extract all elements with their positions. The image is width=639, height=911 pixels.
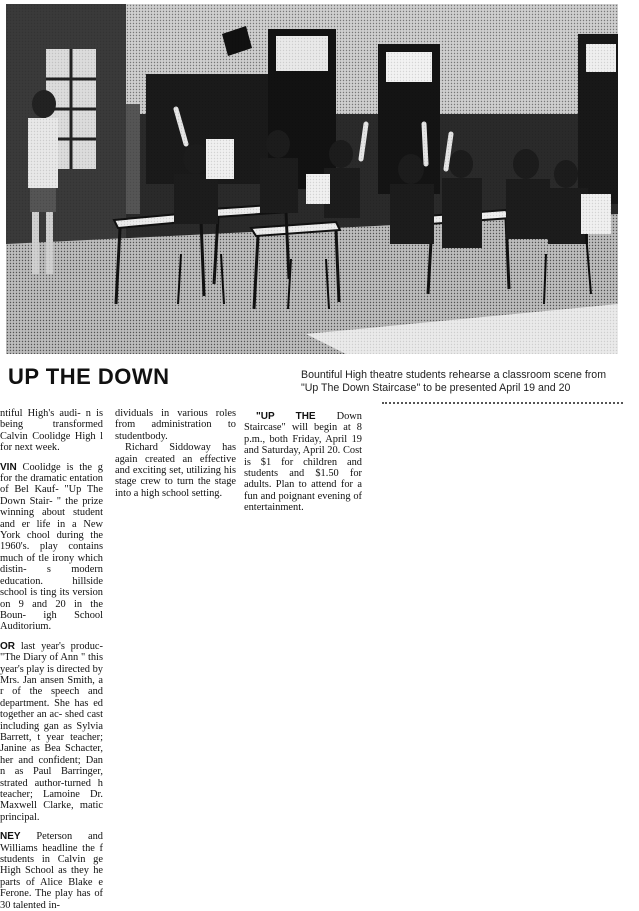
paragraph-body: Coolidge is the g for the dramatic entation of Bel Kauf- "Up The Down Stair- " the prize winning about student and er life in a New York chool during the 1960's. play contains much of tle irony which distin- s modern education. hillside school is ting its version on 9 and 20 in the Boun- igh School Auditorium. — [0, 461, 103, 633]
article-column-2 — [115, 408, 236, 499]
headline: UP THE DOWN — [8, 364, 170, 389]
dotted-rule — [382, 402, 623, 404]
photo-graphic — [6, 4, 618, 354]
article-column-3 — [244, 411, 362, 514]
paragraph-body: last year's produc- "The Diary of Ann " this year's play is directed by Mrs. Jan ansen Smith, a r of the speech and department. She has ed together an ac- shed cast including gan as Sylvia Barrett, t year teacher; Janine as Bea Schacter, her and confident; Dan n as Paul Barringer, strated author-turned h teacher; Lamoine Dr. Maxwell Clarke, matic principal. — [0, 640, 103, 823]
paragraph: Richard Siddoway has again created an effective and exciting set, utilizing his stage crew to turn the stage into a high school setting. — [115, 442, 236, 499]
paragraph-lead: OR — [0, 640, 15, 652]
paragraph — [0, 641, 103, 824]
paragraph — [244, 411, 362, 514]
paragraph: dividuals in various roles from administration to studentbody. — [115, 408, 236, 442]
paragraph-body: Peterson and Williams headline the f students in Calvin ge High School as they he parts of Alice Blake e Ferone. The play has of 30 talented in- — [0, 831, 103, 911]
paragraph — [0, 462, 103, 633]
paragraph: ntiful High's audi- n is being transformed Calvin Coolidge High l for next week. — [0, 408, 103, 454]
classroom-rehearsal-photo — [6, 4, 618, 354]
photo-caption: Bountiful High theatre students rehearse a classroom scene from "Up The Down Staircase" to be presented April 19 and 20 — [301, 369, 607, 394]
paragraph-lead: VIN — [0, 461, 17, 473]
paragraph-body: Down Staircase" will begin at 8 p.m., both Friday, April 19 and Saturday, April 20. Cost is $1 for children and students and $1.50 for adults. Plan to attend for a fun and poignant evening of entertainment. — [244, 411, 362, 514]
paragraph — [0, 831, 103, 911]
paragraph-lead: NEY — [0, 831, 21, 843]
paragraph-lead: "UP THE — [256, 411, 316, 422]
article-column-1 — [0, 408, 103, 911]
